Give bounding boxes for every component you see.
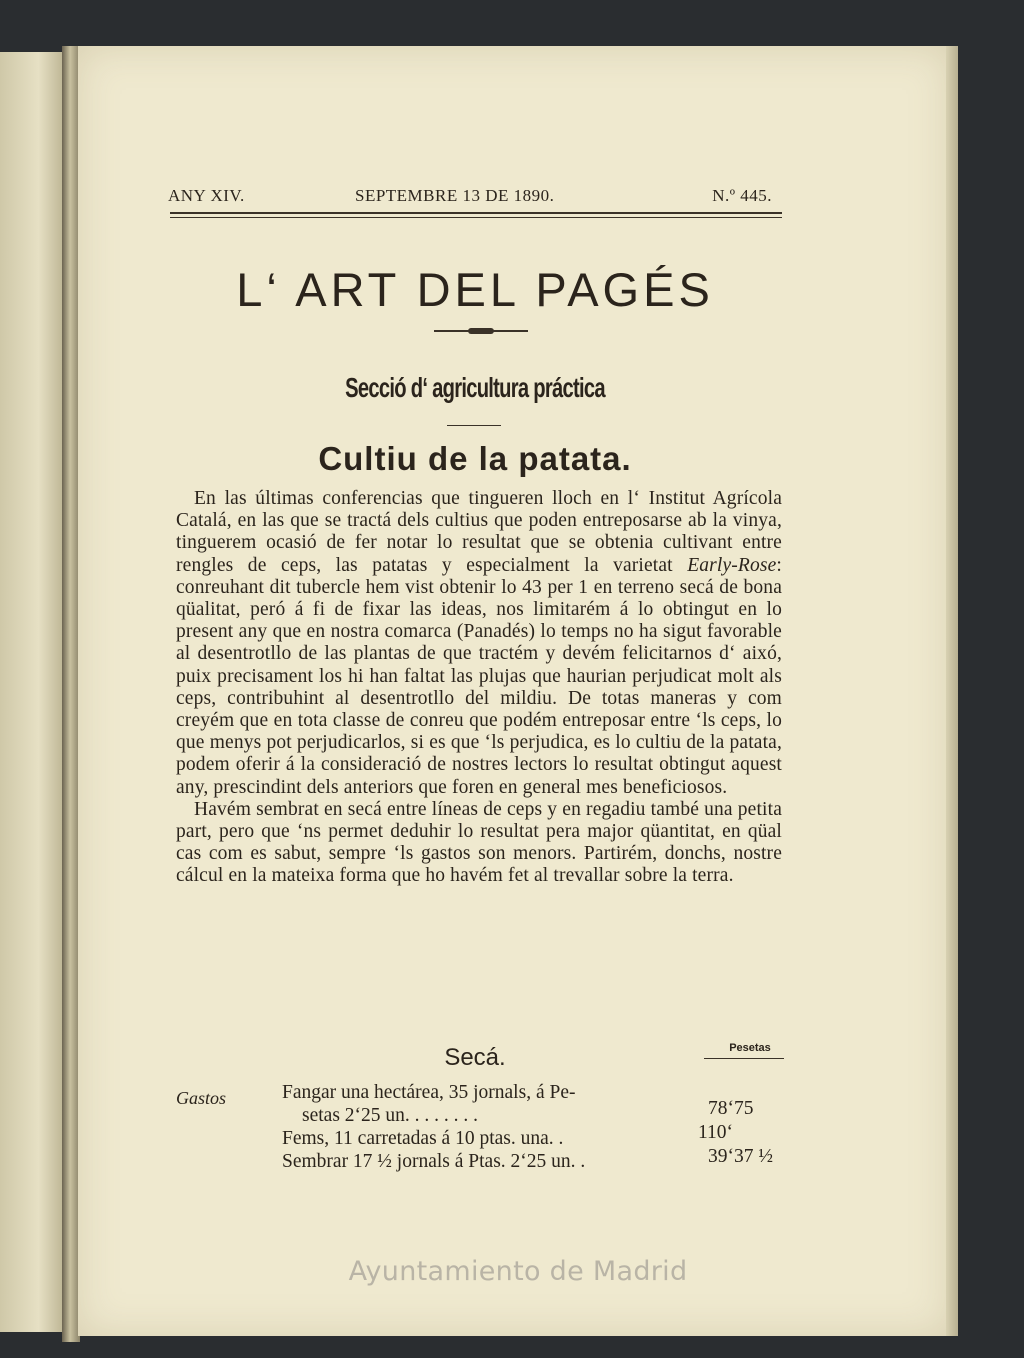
masthead: L‘ ART DEL PAGÉS bbox=[236, 263, 714, 316]
issue-date: SEPTEMBRE 13 DE 1890. bbox=[355, 186, 555, 205]
header-rule-bottom bbox=[170, 217, 782, 218]
watermark: Ayuntamiento de Madrid bbox=[348, 1256, 688, 1287]
masthead-ornament bbox=[434, 330, 528, 332]
expense-line: Fangar una hectárea, 35 jornals, á Pe- bbox=[282, 1082, 576, 1103]
issue-year: ANY XIV. bbox=[168, 186, 245, 205]
expense-line: Fems, 11 carretadas á 10 ptas. una. . bbox=[282, 1128, 564, 1149]
section-title: Secció d‘ agricultura práctica bbox=[345, 372, 605, 403]
table-subheading: Secá. bbox=[444, 1044, 506, 1071]
expense-amount: 78‘75 bbox=[708, 1098, 754, 1119]
issue-header bbox=[168, 186, 782, 212]
article-paragraph-2: Havém sembrat en secá entre líneas de ceps y en regadiu també una petita part, pero que ‘ns permet deduhir lo resultat pera major qüantitat, en qüal cas com es sabut, sempre ‘ls gastos son menors. Partirém, donchs, nostre cálcul en la mateixa forma que ho havém fet al trevallar sobre la terra. bbox=[176, 798, 782, 887]
header-rule-top bbox=[170, 212, 782, 214]
article-body bbox=[176, 488, 782, 888]
row-label: Gastos bbox=[176, 1088, 227, 1108]
left-page-edge bbox=[0, 52, 64, 1332]
expense-amount: 110‘ bbox=[698, 1122, 734, 1143]
article-paragraph-1: En las últimas conferencias que tingueren lloch en l‘ Institut Agrícola Catalá, en las que se tractá dels cultius que poden entreposarse ab la vinya, tinguerem ocasió de fer notar lo resultat que se obtenia cultivant entre rengles de ceps, las patatas y especialment la varietat Early-Rose: conreuhant dit tubercle hem vist obtenir lo 43 per 1 en terreno secá de bona qüalitat, peró á fi de fixar las ideas, nos limitarém á lo obtingut en lo present any que en nostra comarca (Panadés) lo temps no ha sigut favorable al desentrotllo de las plantas de que tractém y devém felicitarnos d‘ aixó, puix precisament los hi han faltat las plujas que haurian perjudicat molt als ceps, contribuhint al desentrotllo del mildiu. De totas maneras y com creyém que en tota classe de conreu que podém entreposar entre ‘ls ceps, lo que menys pot perjudicarlos, si es que ‘ls perjudica, es lo cultiu de la patata, podem oferir á la consideració de nostres lectors lo resultat obtingut aquest any, prescindint dels anteriors que foren en general mes beneficiosos. bbox=[176, 488, 782, 798]
expense-line: Sembrar 17 ½ jornals á Ptas. 2‘25 un. . bbox=[282, 1151, 586, 1172]
expense-amount: 39‘37 ½ bbox=[708, 1146, 773, 1167]
section-rule bbox=[447, 425, 501, 426]
issue-number: N.º 445. bbox=[712, 186, 772, 205]
column-header: Pesetas bbox=[729, 1042, 771, 1054]
variety-name: Early-Rose bbox=[687, 554, 777, 576]
expense-line: setas 2‘25 un. . . . . . . . bbox=[302, 1105, 479, 1126]
article-title: Cultiu de la patata. bbox=[318, 440, 632, 477]
page-edge bbox=[946, 46, 958, 1336]
